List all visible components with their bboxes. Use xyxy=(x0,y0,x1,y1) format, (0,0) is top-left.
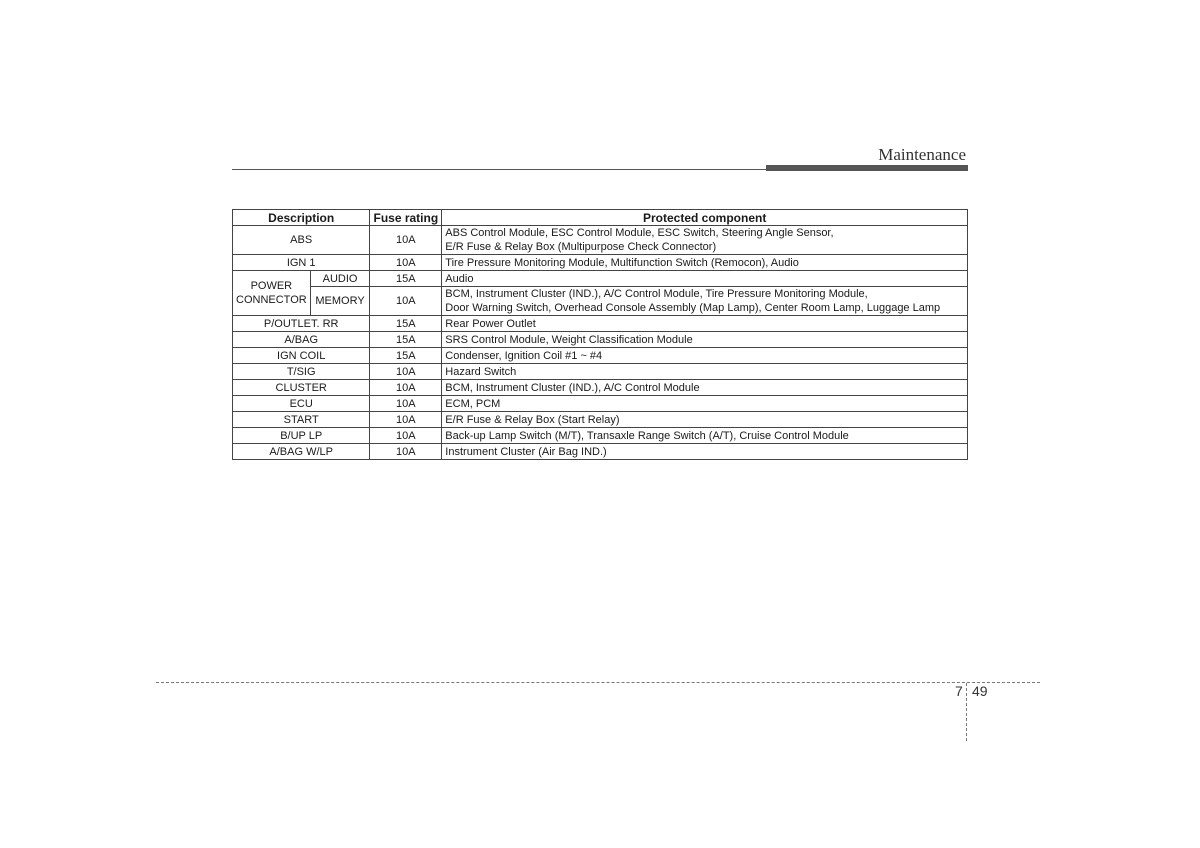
row-description: ABS xyxy=(233,226,370,255)
component-line: Door Warning Switch, Overhead Console Assembly (Map Lamp), Center Room Lamp, Luggage Lamp xyxy=(445,302,941,314)
table-row xyxy=(233,412,968,428)
row-rating: 15A xyxy=(370,271,442,287)
row-component: Instrument Cluster (Air Bag IND.) xyxy=(442,444,968,460)
fuse-table xyxy=(232,209,968,460)
row-rating: 15A xyxy=(370,316,442,332)
component-line: BCM, Instrument Cluster (IND.), A/C Control Module, Tire Pressure Monitoring Module, xyxy=(445,288,868,300)
row-description: ECU xyxy=(233,396,370,412)
row-component: Back-up Lamp Switch (M/T), Transaxle Range Switch (A/T), Cruise Control Module xyxy=(442,428,968,444)
row-rating: 10A xyxy=(370,287,442,316)
footer-page-divider xyxy=(966,683,967,741)
row-rating: 10A xyxy=(370,226,442,255)
table-row xyxy=(233,332,968,348)
row-description: IGN COIL xyxy=(233,348,370,364)
row-description: A/BAG W/LP xyxy=(233,444,370,460)
row-component: Hazard Switch xyxy=(442,364,968,380)
header-description: Description xyxy=(233,210,370,226)
header-rule xyxy=(232,169,768,170)
table-row xyxy=(233,396,968,412)
row-description: START xyxy=(233,412,370,428)
table-row xyxy=(233,364,968,380)
row-rating: 15A xyxy=(370,332,442,348)
row-component xyxy=(442,255,968,271)
row-rating: 10A xyxy=(370,380,442,396)
row-rating: 10A xyxy=(370,364,442,380)
table-row xyxy=(233,444,968,460)
component-line: E/R Fuse & Relay Box (Multipurpose Check Connector) xyxy=(445,241,717,253)
row-component: Condenser, Ignition Coil #1 ~ #4 xyxy=(442,348,968,364)
component-line: ABS Control Module, ESC Control Module, ESC Switch, Steering Angle Sensor, xyxy=(445,227,834,239)
table-row xyxy=(233,271,968,287)
row-description: MEMORY xyxy=(310,287,370,316)
footer-divider xyxy=(156,682,1040,683)
row-component: ECM, PCM xyxy=(442,396,968,412)
row-rating: 10A xyxy=(370,444,442,460)
component-line: Tire Pressure Monitoring Module, Multifunction Switch (Remocon), Audio xyxy=(445,256,799,269)
row-component: Rear Power Outlet xyxy=(442,316,968,332)
table-row xyxy=(233,380,968,396)
row-component xyxy=(442,271,968,287)
row-description: CLUSTER xyxy=(233,380,370,396)
component-line: Audio xyxy=(445,272,474,285)
table-row xyxy=(233,226,968,255)
table-row xyxy=(233,287,968,316)
page-number: 49 xyxy=(972,683,988,699)
row-description: B/UP LP xyxy=(233,428,370,444)
table-row xyxy=(233,428,968,444)
row-rating: 15A xyxy=(370,348,442,364)
row-rating: 10A xyxy=(370,412,442,428)
row-rating: 10A xyxy=(370,255,442,271)
row-component: SRS Control Module, Weight Classification Module xyxy=(442,332,968,348)
table-row xyxy=(233,255,968,271)
table-row xyxy=(233,348,968,364)
header-fuse-rating: Fuse rating xyxy=(370,210,442,226)
table-header-row xyxy=(233,210,968,226)
row-component: BCM, Instrument Cluster (IND.), A/C Control Module xyxy=(442,380,968,396)
row-rating: 10A xyxy=(370,396,442,412)
header-protected-component: Protected component xyxy=(442,210,968,226)
row-group-description xyxy=(233,271,311,316)
table-row xyxy=(233,316,968,332)
group-line: POWER xyxy=(250,280,293,292)
row-description: P/OUTLET. RR xyxy=(233,316,370,332)
row-description: T/SIG xyxy=(233,364,370,380)
chapter-number: 7 xyxy=(955,683,963,699)
group-line: CONNECTOR xyxy=(236,294,307,306)
row-description: IGN 1 xyxy=(233,255,370,271)
header-rule-accent xyxy=(766,165,968,171)
row-component xyxy=(442,287,968,316)
row-component: E/R Fuse & Relay Box (Start Relay) xyxy=(442,412,968,428)
row-description: A/BAG xyxy=(233,332,370,348)
row-component xyxy=(442,226,968,255)
row-description: AUDIO xyxy=(310,271,370,287)
row-rating: 10A xyxy=(370,428,442,444)
section-title: Maintenance xyxy=(878,145,966,164)
